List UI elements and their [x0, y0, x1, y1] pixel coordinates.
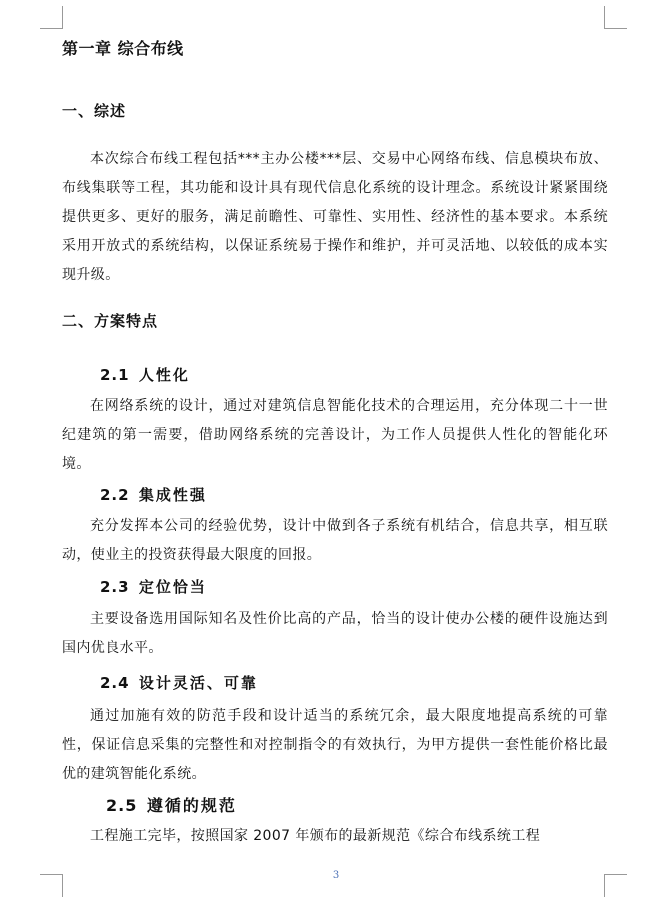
subsection-paragraph-2-3: 主要设备选用国际知名及性价比高的产品，恰当的设计使办公楼的硬件设施达到国内优良水平。 [62, 611, 608, 656]
section-heading-overview: 一、综述 [62, 102, 127, 120]
page-number: 3 [332, 870, 340, 881]
section-heading-features: 二、方案特点 [62, 312, 159, 330]
subsection-paragraph-2-4: 通过加施有效的防范手段和设计适当的系统冗余，最大限度地提高系统的可靠性，保证信息采集的完整性和对控制指令的有效执行，为甲方提供一套性能价格比最优的建筑智能化系统。 [62, 708, 608, 782]
subsection-title: 设计灵活、可靠 [138, 674, 258, 692]
subsection-heading-2-2 [100, 484, 646, 505]
subsection-heading-2-5 [106, 793, 652, 816]
subsection-title: 遵循的规范 [146, 796, 237, 815]
subsection-heading-2-1 [100, 364, 646, 385]
subsection-number: 2.1 [100, 366, 130, 384]
subsection-title: 集成性强 [138, 486, 207, 504]
subsection-paragraph-2-2: 充分发挥本公司的经验优势，设计中做到各子系统有机结合，信息共享，相互联动，使业主的投资获得最大限度的回报。 [62, 518, 608, 563]
subsection-number: 2.3 [100, 578, 130, 596]
subsection-title: 人性化 [138, 366, 190, 384]
overview-paragraph: 本次综合布线工程包括***主办公楼***层、交易中心网络布线、信息模块布放、布线集联等工程，其功能和设计具有现代信息化系统的设计理念。系统设计紧紧围绕提供更多、更好的服务，满足前瞻性、可靠性、实用性、经济性的基本要求。本系统采用开放式的系统结构，以保证系统易于操作和维护，并可灵活地、以较低的成本实现升级。 [62, 151, 608, 283]
chapter-title: 第一章 综合布线 [62, 39, 184, 58]
crop-mark-top-left [40, 6, 63, 29]
subsection-heading-2-4 [100, 672, 646, 693]
subsection-number: 2.5 [106, 796, 138, 815]
subsection-paragraph-2-1: 在网络系统的设计，通过对建筑信息智能化技术的合理运用，充分体现二十一世纪建筑的第一需要，借助网络系统的完善设计，为工作人员提供人性化的智能化环境。 [62, 398, 608, 472]
subsection-title: 定位恰当 [138, 578, 207, 596]
subsection-number: 2.2 [100, 486, 130, 504]
subsection-number: 2.4 [100, 674, 130, 692]
subsection-heading-2-3 [100, 576, 646, 597]
subsection-paragraph-2-5: 工程施工完毕，按照国家 2007 年颁布的最新规范《综合布线系统工程 [90, 828, 541, 844]
crop-mark-top-right [604, 6, 627, 29]
